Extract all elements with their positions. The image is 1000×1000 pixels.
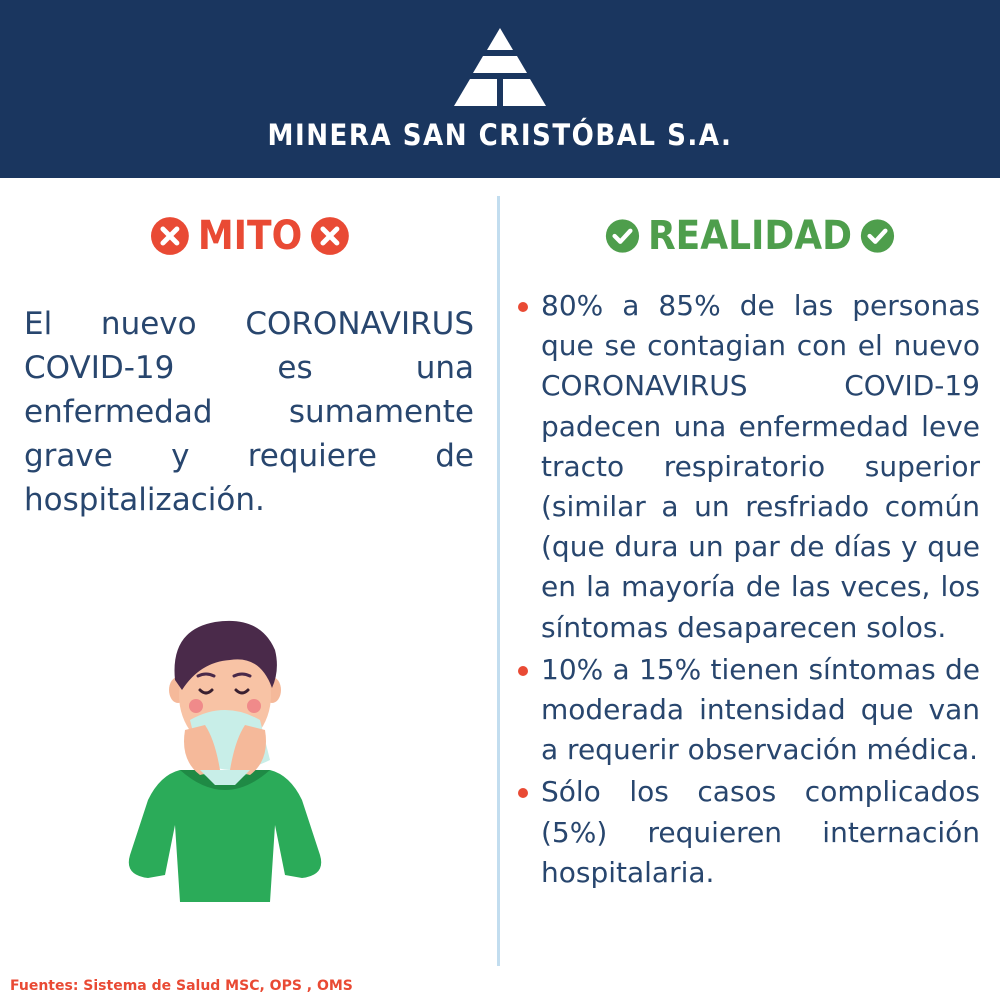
header-banner — [0, 0, 1000, 178]
realidad-point: 10% a 15% tienen síntomas de moderada intensidad que van a requerir observación médica. — [516, 650, 980, 771]
realidad-heading — [605, 210, 895, 262]
x-circle-icon — [310, 216, 350, 256]
realidad-title: REALIDAD — [647, 213, 853, 259]
company-name: MINERA SAN CRISTÓBAL S.A. — [267, 118, 733, 152]
check-circle-icon — [605, 216, 640, 256]
realidad-point: 80% a 85% de las personas que se contagian con el nuevo CORONAVIRUS COVID-19 padecen una enfermedad leve tracto respiratorio superior (similar a un resfriado común (que dura un par de días y que en la mayoría de las veces, los síntomas desaparecen solos. — [516, 286, 980, 648]
realidad-points — [516, 286, 980, 893]
column-divider — [497, 196, 500, 966]
sources-footnote: Fuentes: Sistema de Salud MSC, OPS , OMS — [10, 978, 353, 994]
triangle-logo-icon — [452, 26, 548, 108]
mito-statement: El nuevo CORONAVIRUS COVID-19 es una enfermedad sumamente grave y requiere de hospitalización. — [24, 306, 474, 518]
sick-person-tissue-icon — [120, 610, 330, 905]
check-circle-icon — [860, 216, 895, 256]
realidad-point: Sólo los casos complicados (5%) requieren internación hospitalaria. — [516, 772, 980, 893]
mito-heading — [150, 210, 350, 262]
x-circle-icon — [150, 216, 190, 256]
mito-title: MITO — [197, 213, 303, 259]
